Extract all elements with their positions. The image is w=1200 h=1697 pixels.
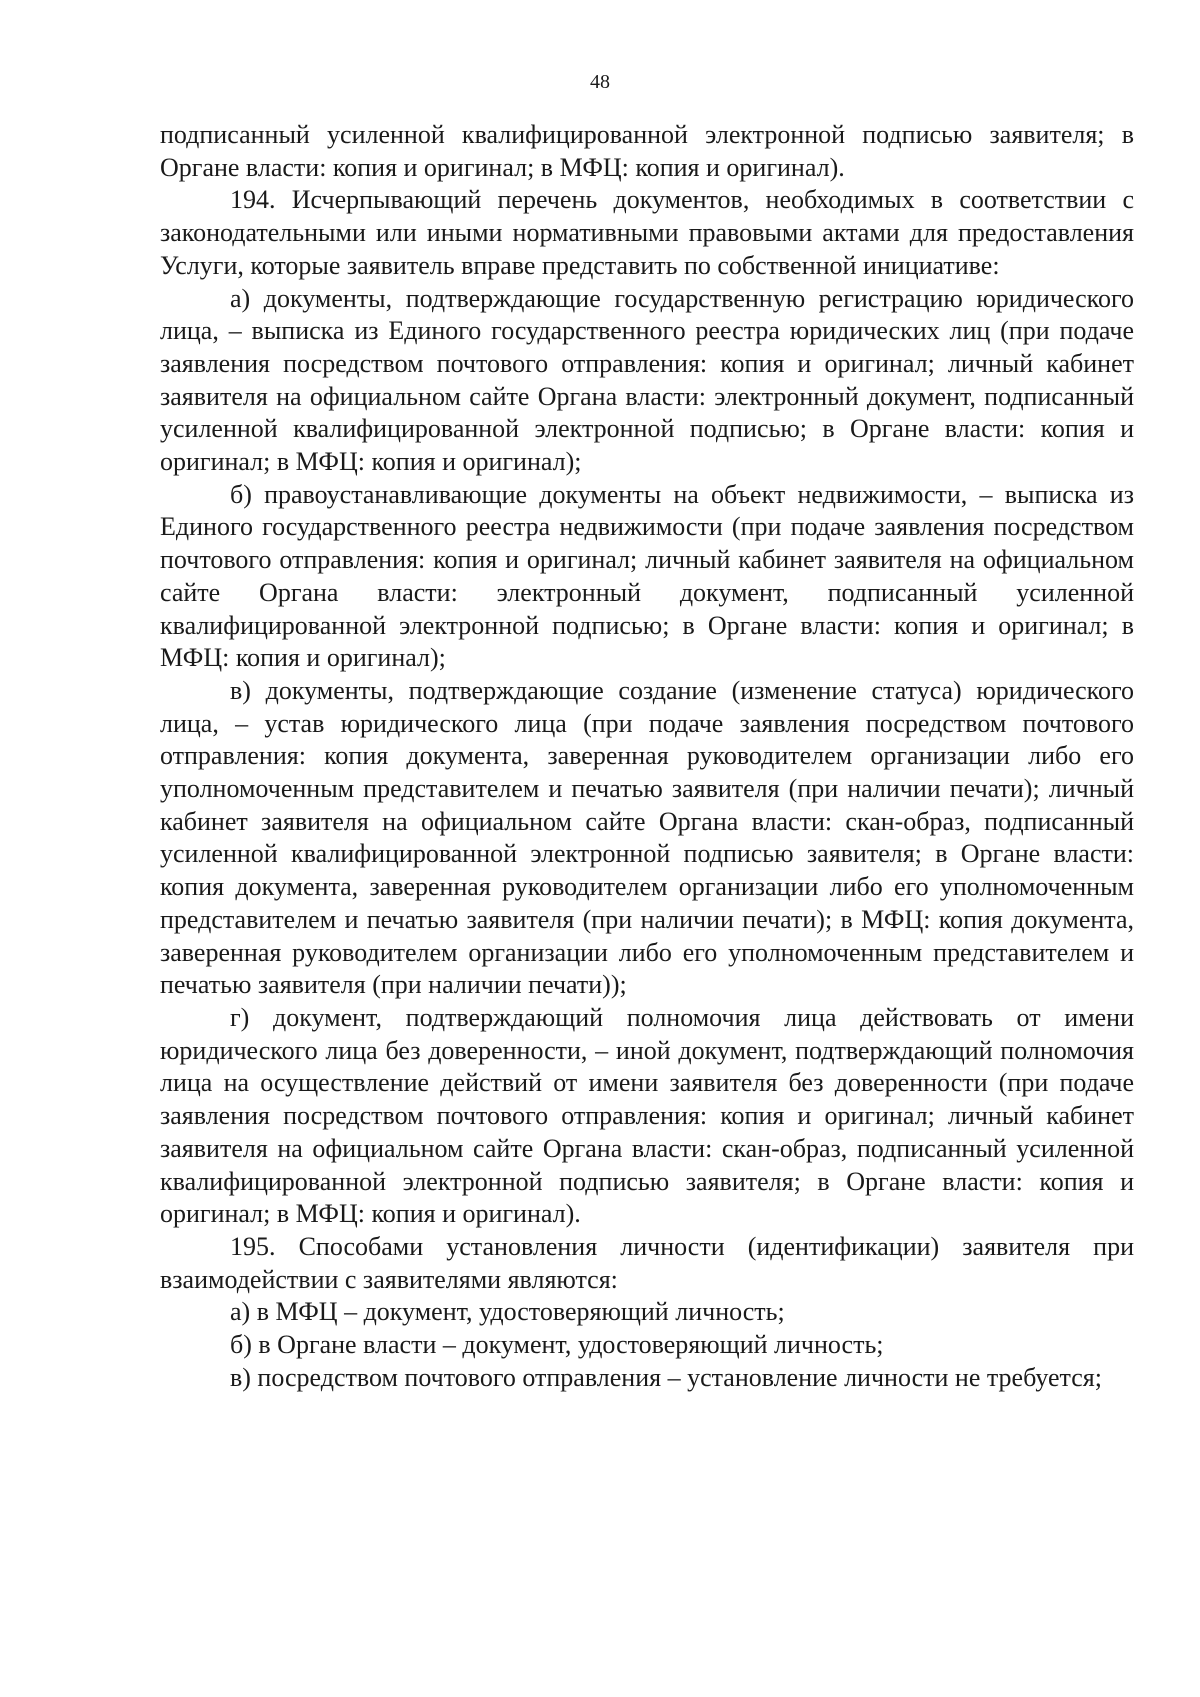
list-item-194-a: а) документы, подтверждающие государственную регистрацию юридического лица, – выписка из Единого государственного реестра юридических лиц (при подаче заявления посредством почтового отправления: копия и оригинал; личный кабинет заявителя на официальном сайте Органа власти: электронный документ, подписанный усиленной квалифицированной электронной подписью; в Органе власти: копия и оригинал; в МФЦ: копия и оригинал);: [160, 283, 1134, 477]
paragraph-195: 195. Способами установления личности (идентификации) заявителя при взаимодействии с заявителями являются:: [160, 1231, 1134, 1294]
list-item-195-v: в) посредством почтового отправления – установление личности не требуется;: [230, 1362, 1102, 1392]
paragraph-194: 194. Исчерпывающий перечень документов, необходимых в соответствии с законодательными или иными нормативными правовыми актами для предоставления Услуги, которые заявитель вправе представить по собственной инициативе:: [160, 185, 1134, 280]
paragraph-continuation: подписанный усиленной квалифицированной электронной подписью заявителя; в Органе власти: копия и оригинал; в МФЦ: копия и оригинал).: [160, 120, 1134, 182]
page-number: 48: [590, 71, 610, 93]
list-item-194-b: б) правоустанавливающие документы на объект недвижимости, – выписка из Единого государственного реестра недвижимости (при подаче заявления посредством почтового отправления: копия и оригинал; личный кабинет заявителя на официальном сайте Органа власти: электронный документ, подписанный усиленной квалифицированной электронной подписью; в Органе власти: копия и оригинал; в МФЦ: копия и оригинал);: [160, 479, 1134, 673]
list-item-195-b: б) в Органе власти – документ, удостоверяющий личность;: [230, 1330, 884, 1360]
list-item-195-a: а) в МФЦ – документ, удостоверяющий личность;: [230, 1297, 785, 1327]
document-body: [160, 119, 1134, 1394]
list-item-194-v: в) документы, подтверждающие создание (изменение статуса) юридического лица, – устав юридического лица (при подаче заявления посредством почтового отправления: копия документа, заверенная руководителем организации либо его уполномоченным представителем и печатью заявителя (при наличии печати); личный кабинет заявителя на официальном сайте Органа власти: скан-образ, подписанный усиленной квалифицированной электронной подписью заявителя; в Органе власти: копия документа, заверенная руководителем организации либо его уполномоченным представителем и печатью заявителя (при наличии печати); в МФЦ: копия документа, заверенная руководителем организации либо его уполномоченным представителем и печатью заявителя (при наличии печати));: [160, 675, 1134, 1000]
list-item-194-g: г) документ, подтверждающий полномочия лица действовать от имени юридического лица без доверенности, – иной документ, подтверждающий полномочия лица на осуществление действий от имени заявителя без доверенности (при подаче заявления посредством почтового отправления: копия и оригинал; личный кабинет заявителя на официальном сайте Органа власти: скан-образ, подписанный усиленной квалифицированной электронной подписью заявителя; в Органе власти: копия и оригинал; в МФЦ: копия и оригинал).: [160, 1002, 1134, 1229]
